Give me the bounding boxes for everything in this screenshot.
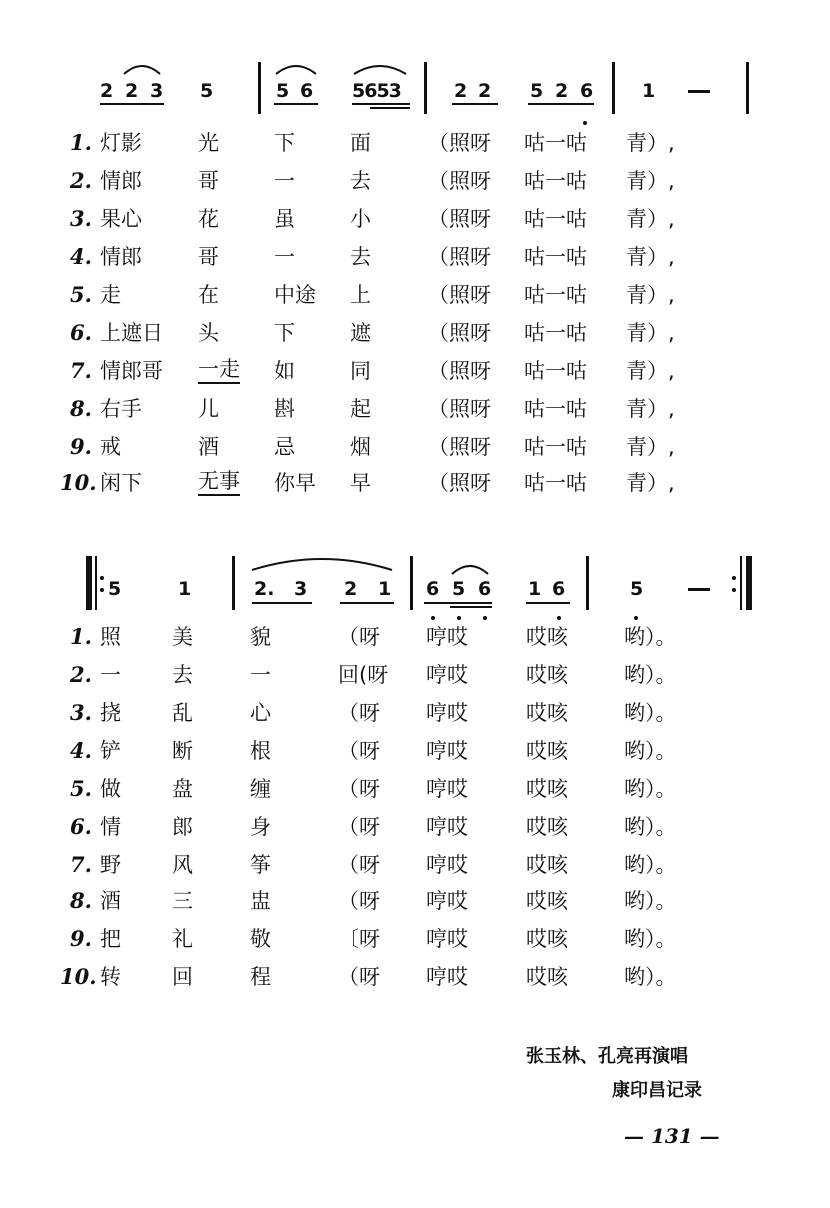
lyric-syllable: 一 — [250, 663, 271, 687]
lyric-line — [0, 924, 830, 954]
lyric-syllable: 青）, — [626, 471, 675, 495]
lyric-syllable: 咕一咕 — [524, 207, 587, 231]
lyric-syllable: 哼哎 — [426, 663, 468, 687]
note: 6 — [580, 80, 594, 102]
verse-number: 3. — [70, 206, 92, 231]
lyric-syllable: 回(呀 — [338, 663, 389, 687]
lyric-syllable: 哟）。 — [624, 889, 677, 913]
bar-line — [612, 62, 615, 114]
lyric-syllable: 风 — [172, 853, 193, 877]
repeat-dot — [100, 576, 104, 580]
lyric-syllable: 咕一咕 — [524, 397, 587, 421]
bar-line — [258, 62, 261, 114]
lyric-syllable: （呀 — [338, 625, 380, 649]
lyric-syllable: 美 — [172, 625, 193, 649]
beam — [274, 103, 318, 105]
lyric-syllable: 咕一咕 — [524, 131, 587, 155]
lyric-syllable: 同 — [350, 359, 371, 383]
lyric-syllable: 在 — [198, 283, 219, 307]
lyric-syllable: （照呀 — [428, 245, 491, 269]
verse-number: 2. — [70, 168, 92, 193]
lyric-syllable: （照呀 — [428, 207, 491, 231]
verse-number: 7. — [70, 852, 92, 877]
beam — [424, 602, 492, 604]
lyric-syllable: 一 — [274, 245, 295, 269]
notation-line-2 — [0, 552, 830, 612]
lyric-syllable: （呀 — [338, 853, 380, 877]
lyric-syllable: 哎咳 — [526, 625, 568, 649]
lyric-syllable: （呀 — [338, 889, 380, 913]
lyric-syllable: 儿 — [198, 397, 219, 421]
lyric-syllable: （照呀 — [428, 131, 491, 155]
lyric-syllable: 筝 — [250, 853, 271, 877]
lyric-line — [0, 204, 830, 234]
lyric-syllable: 青）, — [626, 207, 675, 231]
lyric-syllable: 忌 — [274, 435, 295, 459]
lyric-syllable: 咕一咕 — [524, 435, 587, 459]
lyric-syllable: 哎咳 — [526, 663, 568, 687]
lyric-syllable: 断 — [172, 739, 193, 763]
lyric-syllable: 哟）。 — [624, 965, 677, 989]
note: 5 — [630, 578, 644, 600]
lyric-syllable: 礼 — [172, 927, 193, 951]
lyric-syllable: 哼哎 — [426, 889, 468, 913]
lyric-syllable: 做 — [100, 777, 121, 801]
lyric-line — [0, 774, 830, 804]
bar-line — [740, 556, 742, 610]
recorder-credit: 康印昌记录 — [612, 1080, 702, 1101]
lyric-syllable: 敬 — [250, 927, 271, 951]
lyric-syllable: 挠 — [100, 701, 121, 725]
lyric-syllable: 情郎 — [100, 169, 142, 193]
lyric-syllable: 去 — [350, 169, 371, 193]
lyric-syllable: 哼哎 — [426, 815, 468, 839]
lyric-syllable: （照呀 — [428, 359, 491, 383]
lyric-line — [0, 886, 830, 916]
lyric-syllable: 缠 — [250, 777, 271, 801]
lyric-syllable: 照 — [100, 625, 121, 649]
lyric-syllable: 咕一咕 — [524, 245, 587, 269]
note: 2 — [454, 80, 468, 102]
lyric-syllable: 哥 — [198, 245, 219, 269]
low-octave-dot — [634, 616, 638, 620]
beam — [370, 107, 410, 109]
lyric-syllable: 哎咳 — [526, 965, 568, 989]
lyric-syllable: 哥 — [198, 169, 219, 193]
note: 3 — [294, 578, 308, 600]
lyric-syllable: 郎 — [172, 815, 193, 839]
lyric-syllable: 青）, — [626, 131, 675, 155]
lyric-syllable: 戒 — [100, 435, 121, 459]
lyric-syllable: 花 — [198, 207, 219, 231]
lyric-syllable: （照呀 — [428, 435, 491, 459]
lyric-syllable: 上 — [350, 283, 371, 307]
beam — [528, 103, 594, 105]
lyric-syllable: 哟）。 — [624, 853, 677, 877]
verse-number: 6. — [70, 320, 92, 345]
note: 3 — [150, 80, 164, 102]
low-octave-dot — [457, 616, 461, 620]
lyric-syllable: 哎咳 — [526, 739, 568, 763]
lyric-syllable: （照呀 — [428, 321, 491, 345]
lyric-syllable: 哎咳 — [526, 701, 568, 725]
lyric-syllable: 早 — [350, 471, 371, 495]
bar-line — [95, 556, 97, 610]
lyric-syllable: 咕一咕 — [524, 321, 587, 345]
sustain-dash — [688, 90, 710, 93]
lyric-syllable: 咕一咕 — [524, 359, 587, 383]
lyric-line — [0, 812, 830, 842]
lyric-syllable: （呀 — [338, 777, 380, 801]
lyric-line — [0, 660, 830, 690]
slur — [274, 62, 318, 76]
lyric-syllable: 起 — [350, 397, 371, 421]
lyric-syllable: 转 — [100, 965, 121, 989]
lyric-syllable: 遮 — [350, 321, 371, 345]
verse-number: 9. — [70, 434, 92, 459]
verse-number: 7. — [70, 358, 92, 383]
lyric-syllable: 一 — [274, 169, 295, 193]
lyric-syllable: 青）, — [626, 359, 675, 383]
verse-number: 10. — [60, 470, 97, 495]
lyric-syllable: 情 — [100, 815, 121, 839]
lyric-syllable: 面 — [350, 131, 371, 155]
lyric-syllable: 程 — [250, 965, 271, 989]
note: 5 — [200, 80, 214, 102]
verse-number: 9. — [70, 926, 92, 951]
verse-number: 10. — [60, 964, 97, 989]
beam — [450, 606, 492, 608]
note: 5 — [530, 80, 544, 102]
slur — [450, 562, 490, 576]
lyric-syllable: 根 — [250, 739, 271, 763]
lyric-syllable: （呀 — [338, 965, 380, 989]
verse-number: 4. — [70, 244, 92, 269]
lyric-line — [0, 356, 830, 386]
lyric-syllable: 小 — [350, 207, 371, 231]
verse-number: 6. — [70, 814, 92, 839]
lyric-syllable: 哟）。 — [624, 927, 677, 951]
repeat-end-bar — [746, 556, 752, 610]
beam — [526, 602, 570, 604]
lyric-line — [0, 850, 830, 880]
note: 2 — [555, 80, 569, 102]
lyric-syllable: 哎咳 — [526, 889, 568, 913]
lyric-syllable: 咕一咕 — [524, 471, 587, 495]
lyric-syllable: 酒 — [198, 435, 219, 459]
lyric-syllable: 把 — [100, 927, 121, 951]
lyric-syllable: 心 — [250, 701, 271, 725]
lyric-line — [0, 128, 830, 158]
bar-line — [746, 62, 749, 114]
note: 6 — [426, 578, 440, 600]
lyric-line — [0, 242, 830, 272]
lyric-syllable: （照呀 — [428, 397, 491, 421]
lyric-syllable: 盘 — [172, 777, 193, 801]
note: 2 — [125, 80, 139, 102]
lyric-syllable: 虽 — [274, 207, 295, 231]
lyric-syllable: 下 — [274, 131, 295, 155]
lyric-syllable: 哟）。 — [624, 625, 677, 649]
lyric-line — [0, 318, 830, 348]
lyric-syllable: （呀 — [338, 739, 380, 763]
beam — [340, 602, 394, 604]
verse-number: 1. — [70, 624, 92, 649]
verse-number: 4. — [70, 738, 92, 763]
lyric-syllable: 哟）。 — [624, 777, 677, 801]
beam — [352, 103, 410, 105]
lyric-syllable: 哼哎 — [426, 927, 468, 951]
lyric-syllable: 回 — [172, 965, 193, 989]
lyric-line — [0, 432, 830, 462]
lyric-syllable: （照呀 — [428, 169, 491, 193]
lyric-syllable: 哟）。 — [624, 739, 677, 763]
lyric-syllable-underlined: 无事 — [198, 468, 240, 496]
low-octave-dot — [583, 121, 587, 125]
lyric-syllable: 哎咳 — [526, 927, 568, 951]
lyric-syllable: 身 — [250, 815, 271, 839]
lyric-syllable: 貌 — [250, 625, 271, 649]
lyric-syllable: 铲 — [100, 739, 121, 763]
lyric-syllable: 右手 — [100, 397, 142, 421]
note: 2 — [478, 80, 492, 102]
lyric-syllable: 青）, — [626, 245, 675, 269]
verse-number: 5. — [70, 776, 92, 801]
low-octave-dot — [557, 616, 561, 620]
bar-line — [424, 62, 427, 114]
lyric-syllable: 走 — [100, 283, 121, 307]
lyric-syllable: 情郎 — [100, 245, 142, 269]
note: 5 — [276, 80, 290, 102]
singers-credit: 张玉林、孔亮再演唱 — [526, 1046, 688, 1067]
bar-line — [232, 556, 235, 610]
lyric-syllable: 哟）。 — [624, 815, 677, 839]
note: 6 — [478, 578, 492, 600]
bar-line — [586, 556, 589, 610]
lyric-syllable: 果心 — [100, 207, 142, 231]
lyric-syllable: 头 — [198, 321, 219, 345]
lyric-syllable: 乱 — [172, 701, 193, 725]
slur — [250, 554, 394, 572]
lyric-syllable: （呀 — [338, 815, 380, 839]
lyric-syllable: 青）, — [626, 283, 675, 307]
page-number: — 131 — — [624, 1124, 720, 1148]
lyric-syllable: 哼哎 — [426, 777, 468, 801]
bar-line — [410, 556, 413, 610]
verse-number: 2. — [70, 662, 92, 687]
lyric-syllable: 三 — [172, 889, 193, 913]
note: 1 — [378, 578, 392, 600]
note: 5653 — [352, 80, 401, 102]
lyric-syllable: 哼哎 — [426, 853, 468, 877]
lyric-syllable: 青）, — [626, 435, 675, 459]
lyric-syllable: 青）, — [626, 169, 675, 193]
lyric-syllable: 咕一咕 — [524, 283, 587, 307]
verse-number: 8. — [70, 888, 92, 913]
lyric-syllable: 哎咳 — [526, 815, 568, 839]
repeat-start-bar — [86, 556, 92, 610]
slur — [122, 62, 162, 76]
low-octave-dot — [431, 616, 435, 620]
lyric-syllable: 哼哎 — [426, 739, 468, 763]
lyric-syllable: （照呀 — [428, 471, 491, 495]
lyric-syllable: 〔呀 — [338, 927, 380, 951]
note: 6 — [300, 80, 314, 102]
note: 5 — [108, 578, 122, 600]
lyric-syllable: 一 — [100, 663, 121, 687]
lyric-line — [0, 962, 830, 992]
lyric-syllable: 哟）。 — [624, 701, 677, 725]
lyric-syllable: 哎咳 — [526, 853, 568, 877]
lyric-syllable: 上遮日 — [100, 321, 163, 345]
repeat-dot — [100, 588, 104, 592]
lyric-syllable: 青）, — [626, 397, 675, 421]
verse-number: 5. — [70, 282, 92, 307]
verse-number: 1. — [70, 130, 92, 155]
lyric-syllable: 哼哎 — [426, 701, 468, 725]
low-octave-dot — [483, 616, 487, 620]
lyric-syllable: 青）, — [626, 321, 675, 345]
lyric-syllable: 哎咳 — [526, 777, 568, 801]
lyric-syllable: 哼哎 — [426, 965, 468, 989]
beam — [452, 103, 498, 105]
lyric-syllable: 如 — [274, 359, 295, 383]
lyric-syllable: 斟 — [274, 397, 295, 421]
lyric-line — [0, 166, 830, 196]
lyric-syllable: 光 — [198, 131, 219, 155]
lyric-syllable: 盅 — [250, 889, 271, 913]
lyric-syllable: 哼哎 — [426, 625, 468, 649]
slur — [352, 62, 408, 76]
verse-number: 8. — [70, 396, 92, 421]
sustain-dash — [688, 588, 710, 591]
lyric-syllable: 情郎哥 — [100, 359, 163, 383]
notation-line-1 — [0, 50, 830, 110]
lyric-syllable: 去 — [172, 663, 193, 687]
beam — [252, 602, 312, 604]
lyric-line — [0, 468, 830, 498]
lyric-line — [0, 394, 830, 424]
repeat-dot — [732, 576, 736, 580]
verse-number: 3. — [70, 700, 92, 725]
note: 6 — [552, 578, 566, 600]
lyric-syllable: 酒 — [100, 889, 121, 913]
repeat-dot — [732, 588, 736, 592]
note: 1 — [642, 80, 656, 102]
lyric-syllable: （照呀 — [428, 283, 491, 307]
lyric-syllable: 下 — [274, 321, 295, 345]
lyric-syllable: 咕一咕 — [524, 169, 587, 193]
note: 2. — [254, 578, 275, 600]
lyric-syllable: 中途 — [274, 283, 316, 307]
lyric-syllable: 灯影 — [100, 131, 142, 155]
lyric-syllable: 你早 — [274, 471, 316, 495]
lyric-syllable: 野 — [100, 853, 121, 877]
note: 1 — [528, 578, 542, 600]
lyric-line — [0, 736, 830, 766]
lyric-syllable: 去 — [350, 245, 371, 269]
note: 2 — [344, 578, 358, 600]
lyric-syllable: 哟）。 — [624, 663, 677, 687]
lyric-line — [0, 698, 830, 728]
lyric-line — [0, 280, 830, 310]
lyric-syllable: （呀 — [338, 701, 380, 725]
lyric-syllable: 闲下 — [100, 471, 142, 495]
note: 5 — [452, 578, 466, 600]
note: 1 — [178, 578, 192, 600]
lyric-line — [0, 622, 830, 652]
lyric-syllable: 烟 — [350, 435, 371, 459]
note: 2 — [100, 80, 114, 102]
beam — [100, 103, 164, 105]
lyric-syllable-underlined: 一走 — [198, 356, 240, 384]
